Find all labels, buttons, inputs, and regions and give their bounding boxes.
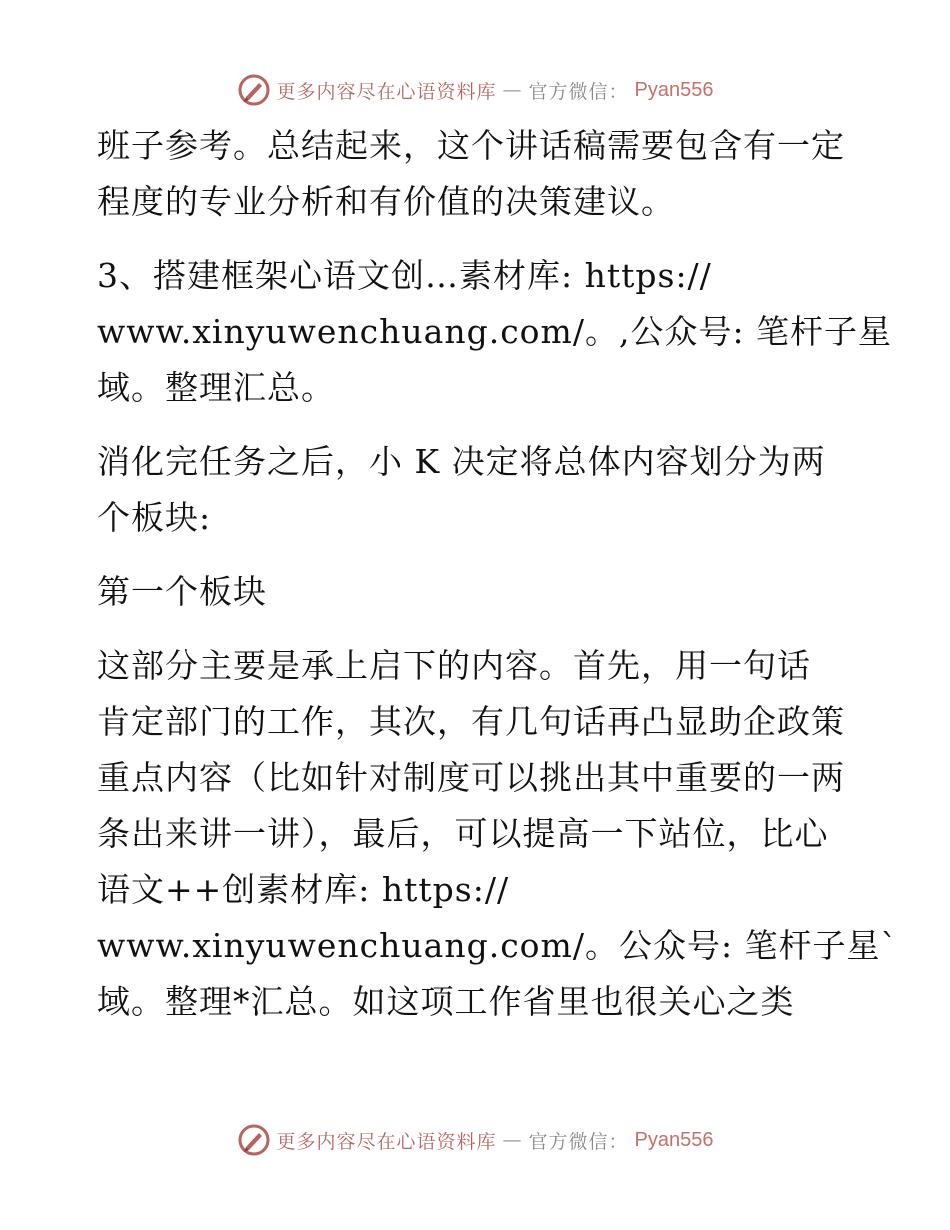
text-line: 域。整理汇总。 — [97, 368, 335, 407]
header-banner — [0, 70, 950, 110]
paragraph-2 — [97, 248, 893, 416]
text-line: 域。整理*汇总。如这项工作省里也很关心之类 — [97, 982, 795, 1021]
text-line: 肯定部门的工作，其次，有几句话再凸显助企政策 — [97, 702, 845, 741]
footer-banner — [0, 1120, 950, 1160]
header-brand-text: 更多内容尽在心语资料库 — [276, 80, 497, 103]
text-line: 条出来讲一讲），最后，可以提高一下站位，比心 — [97, 814, 829, 853]
footer-brand-text: 更多内容尽在心语资料库 — [276, 1130, 497, 1153]
footer-wechat-label: 官方微信： — [528, 1130, 629, 1153]
section-heading — [97, 564, 857, 620]
footer-wechat-id: Pyan556 — [634, 1128, 714, 1151]
text-line: 班子参考。总结起来，这个讲话稿需要包含有一定 — [97, 126, 845, 165]
brand-logo-icon — [237, 1123, 271, 1157]
text-line: 3、搭建框架心语文创…素材库: https:// — [97, 256, 712, 295]
text-line: 消化完任务之后，小 K 决定将总体内容划分为两 — [97, 442, 826, 481]
paragraph-1 — [97, 118, 857, 230]
paragraph-5 — [97, 638, 899, 1030]
footer-separator: — — [502, 1129, 523, 1151]
text-line: www.xinyuwenchuang.com/。,公众号: 笔杆子星 — [97, 312, 893, 351]
text-line: 语文++创素材库: https:// — [97, 870, 510, 909]
brand-logo-icon — [237, 73, 271, 107]
text-line: 重点内容（比如针对制度可以挑出其中重要的一两 — [97, 758, 845, 797]
text-line: www.xinyuwenchuang.com/。公众号: 笔杆子星` — [97, 926, 899, 965]
header-wechat-id: Pyan556 — [634, 78, 714, 101]
text-line: 个板块: — [97, 498, 212, 537]
header-wechat-label: 官方微信： — [528, 80, 629, 103]
header-separator: — — [502, 79, 523, 101]
paragraph-3 — [97, 434, 857, 546]
text-line: 这部分主要是承上启下的内容。首先，用一句话 — [97, 646, 811, 685]
text-line: 程度的专业分析和有价值的决策建议。 — [97, 182, 675, 221]
document-body — [97, 118, 899, 1030]
text-line: 第一个板块 — [97, 572, 267, 611]
